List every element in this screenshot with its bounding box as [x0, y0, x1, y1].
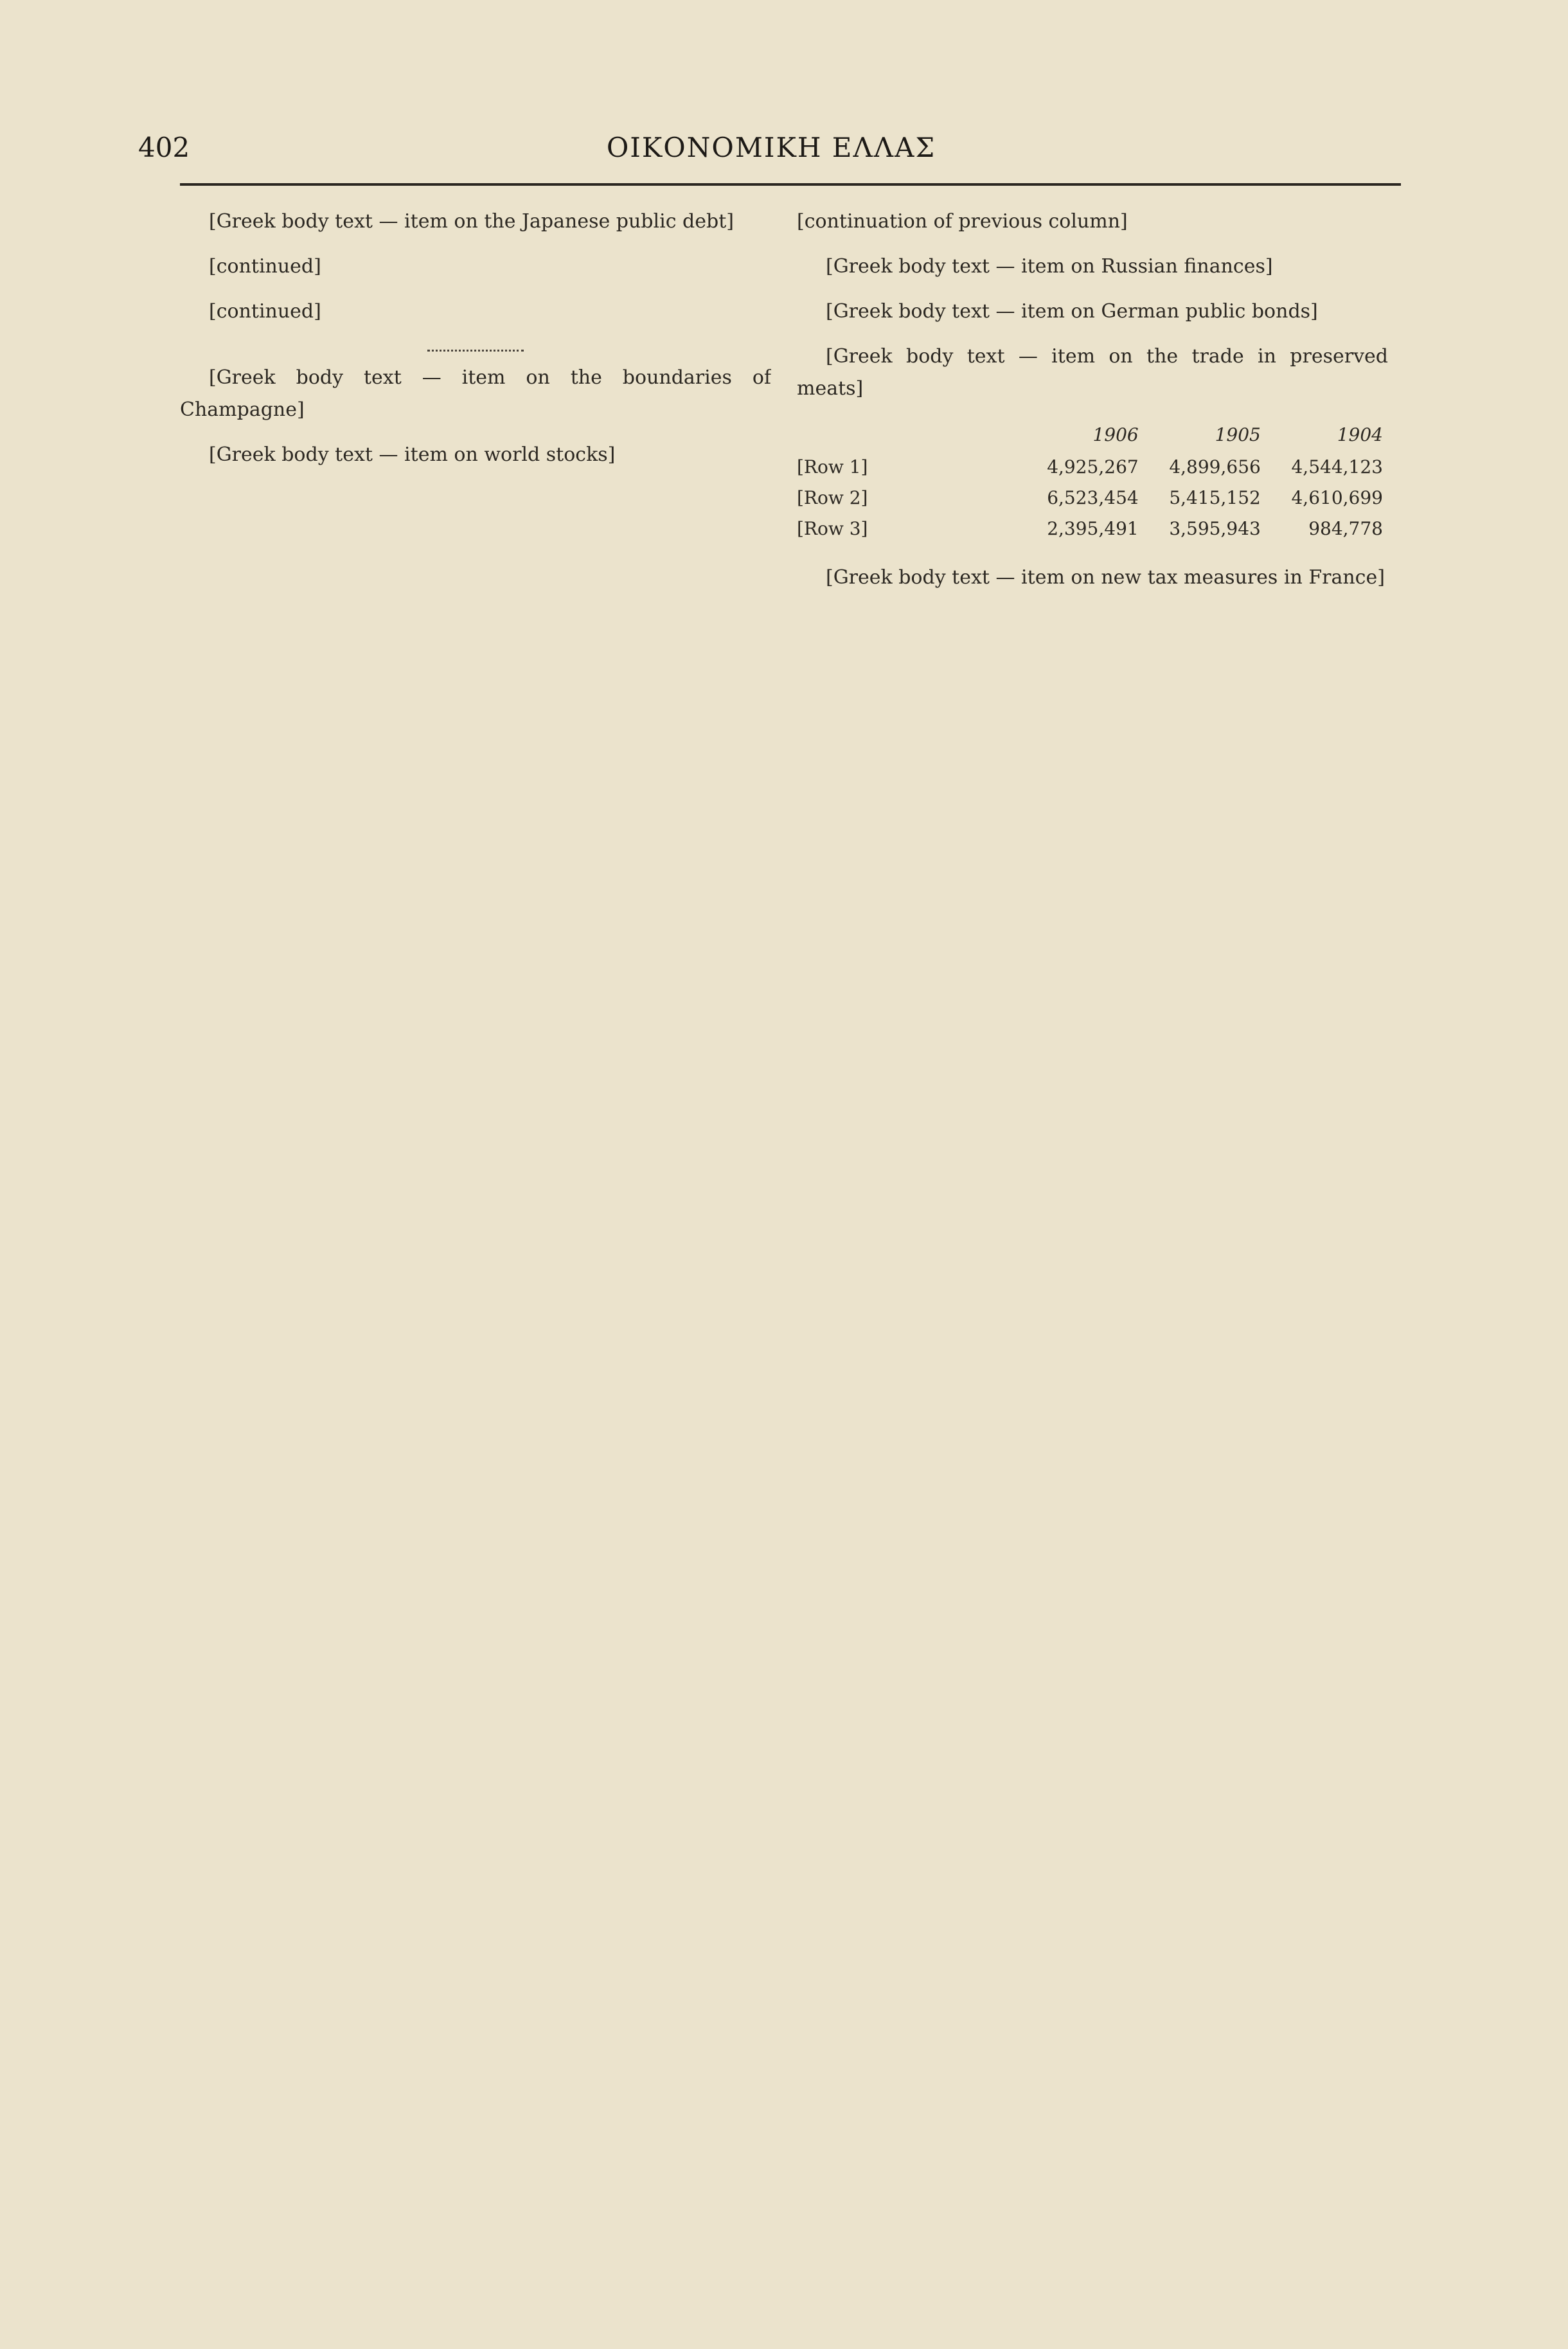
table-row	[797, 451, 1388, 482]
table-cell: 984,778	[1308, 517, 1383, 539]
page-number: 402	[138, 132, 190, 163]
right-section-3: [Greek body text — item on the trade in preserved meats]	[797, 345, 1388, 400]
left-paragraph-2: [continued]	[209, 255, 321, 278]
table-cell: 5,415,152	[1169, 487, 1261, 508]
left-column	[180, 206, 771, 2275]
table-header-cell: 1906	[1092, 424, 1139, 445]
right-closing: [Greek body text — item on new tax measures in France]	[826, 566, 1385, 589]
table-row	[797, 482, 1388, 513]
section-divider	[427, 341, 524, 352]
table-header-row	[797, 418, 1388, 451]
left-paragraph-3: [continued]	[209, 300, 321, 323]
header-rule	[180, 183, 1401, 186]
table-cell: [Row 2]	[797, 487, 868, 508]
table-cell: 6,523,454	[1047, 487, 1139, 508]
right-section-2: [Greek body text — item on German public bonds]	[826, 300, 1318, 323]
table-cell: 3,595,943	[1169, 517, 1261, 539]
table-cell: 2,395,491	[1047, 517, 1139, 539]
table-header-cell: 1904	[1337, 424, 1383, 445]
right-column	[797, 206, 1388, 2275]
right-section-1: [Greek body text — item on Russian finances]	[826, 255, 1273, 278]
table-cell: 4,925,267	[1047, 456, 1139, 478]
table-row	[797, 513, 1388, 544]
right-intro: [continuation of previous column]	[797, 210, 1128, 233]
left-section-2: [Greek body text — item on the boundaries of Champagne]	[180, 366, 771, 421]
page-header	[138, 132, 1404, 170]
left-section-3: [Greek body text — item on world stocks]	[209, 443, 616, 466]
table-cell: 4,544,123	[1291, 456, 1383, 478]
table-cell: 4,610,699	[1291, 487, 1383, 508]
table-cell: [Row 3]	[797, 517, 868, 539]
left-paragraph-1: [Greek body text — item on the Japanese public debt]	[209, 210, 734, 233]
table-cell: [Row 1]	[797, 456, 868, 478]
running-title: ΟΙΚΟΝΟΜΙΚΗ ΕΛΛΑΣ	[606, 132, 936, 163]
table-cell: 4,899,656	[1169, 456, 1261, 478]
meat-stats-table	[797, 418, 1388, 544]
table-header-cell	[797, 418, 1022, 451]
table-header-cell: 1905	[1215, 424, 1261, 445]
